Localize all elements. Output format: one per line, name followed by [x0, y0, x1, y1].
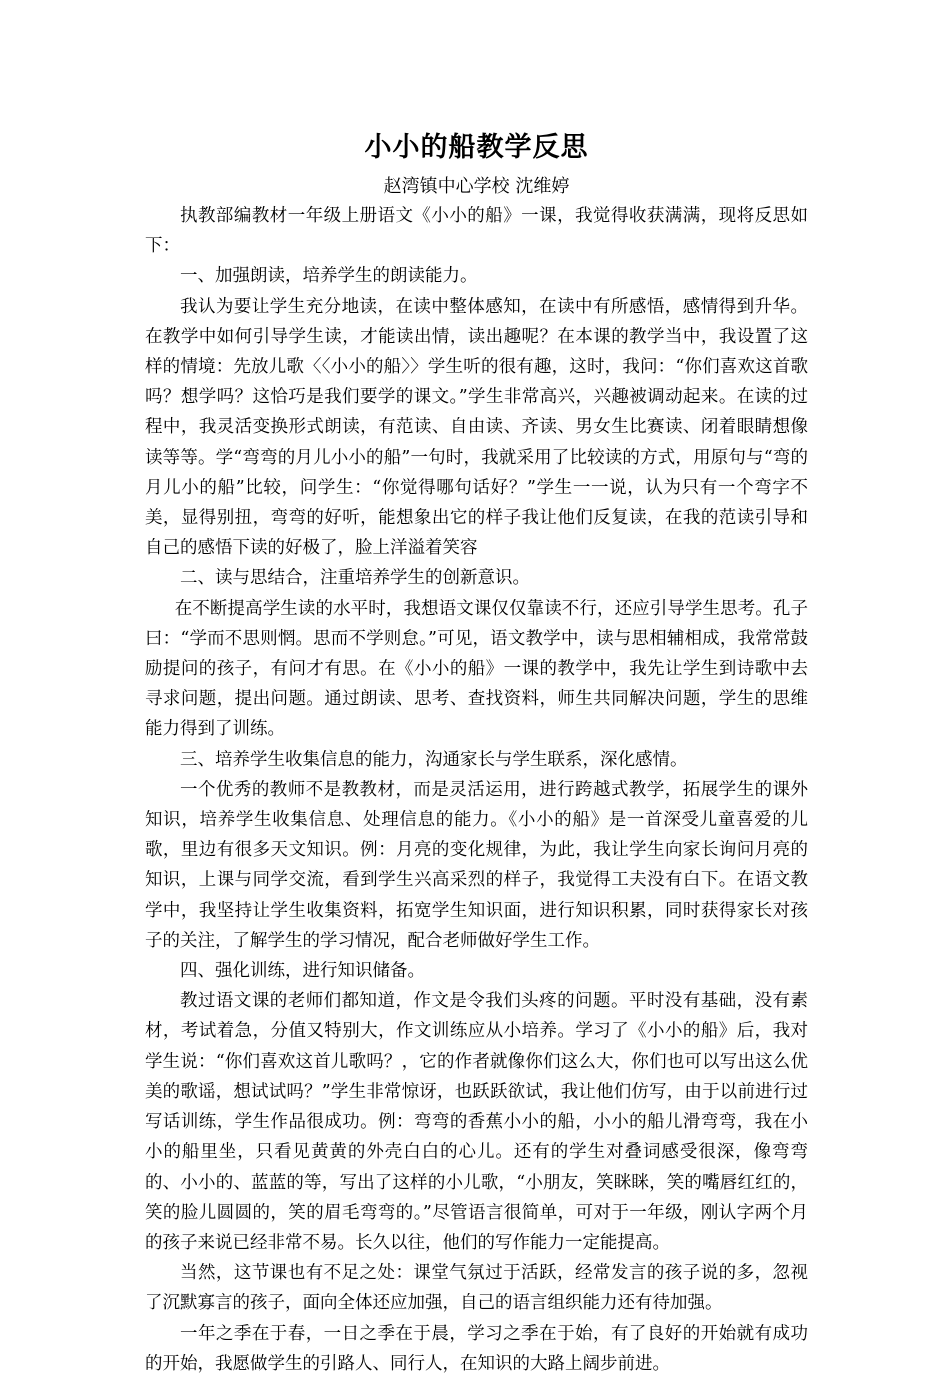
- shortcomings-paragraph: 当然，这节课也有不足之处：课堂气氛过于活跃，经常发言的孩子说的多，忽视了沉默寡言的孩子，面向全体还应加强，自己的语言组织能力还有待加强。: [145, 1263, 808, 1314]
- document-author: 赵湾镇中心学校 沈维婷: [383, 176, 570, 197]
- document-page: [145, 128, 808, 1379]
- document-title: 小小的船教学反思: [364, 132, 589, 163]
- closing-paragraph: 一年之季在于春，一日之季在于晨，学习之季在于始，有了良好的开始就有成功的开始，我愿做学生的引路人、同行人，在知识的大路上阔步前进。: [145, 1323, 808, 1374]
- section-heading-2: 二、读与思结合，注重培养学生的创新意识。: [180, 568, 530, 589]
- section-4-body: 教过语文课的老师们都知道，作文是令我们头疼的问题。平时没有基础，没有素材，考试着急，分值又特别大，作文训练应从小培养。学习了《小小的船》后，我对学生说：“你们喜欢这首儿歌吗？，它的作者就像你们这么大，你们也可以写出这么优美的歌谣，想试试吗？”学生非常惊讶，也跃跃欲试，我让他们仿写，由于以前进行过写话训练，学生作品很成功。例：弯弯的香蕉小小的船，小小的船儿滑弯弯，我在小小的船里坐，只看见黄黄的外壳白白的心儿。还有的学生对叠词感受很深，像弯弯的、小小的、蓝蓝的等，写出了这样的小儿歌，“小朋友，笑眯眯，笑的嘴唇红红的，笑的脸儿圆圆的，笑的眉毛弯弯的。”尽管语言很简单，可对于一年级，刚认字两个月的孩子来说已经非常不易。长久以往，他们的写作能力一定能提高。: [145, 991, 808, 1253]
- section-heading-3: 三、培养学生收集信息的能力，沟通家长与学生联系，深化感情。: [180, 749, 688, 770]
- section-3-body: 一个优秀的教师不是教教材，而是灵活运用，进行跨越式教学，拓展学生的课外知识，培养学生收集信息、处理信息的能力。《小小的船》是一首深受儿童喜爱的儿歌，里边有很多天文知识。例：月亮的变化规律，为此，我让学生向家长询问月亮的知识，上课与同学交流，看到学生兴高采烈的样子，我觉得工夫没有白下。在语文教学中，我坚持让学生收集资料，拓宽学生知识面，进行知识积累，同时获得家长对孩子的关注，了解学生的学习情况，配合老师做好学生工作。: [145, 779, 808, 951]
- section-heading-4: 四、强化训练，进行知识储备。: [180, 961, 425, 982]
- section-heading-1: 一、加强朗读，培养学生的朗读能力。: [180, 266, 478, 287]
- section-1-body: 我认为要让学生充分地读，在读中整体感知，在读中有所感悟，感情得到升华。在教学中如何引导学生读，才能读出情，读出趣呢？在本课的教学当中，我设置了这样的情境：先放儿歌〈〈小小的船〉〉学生听的很有趣，这时，我问：“你们喜欢这首歌吗？想学吗？这恰巧是我们要学的课文。”学生非常高兴，兴趣被调动起来。在读的过程中，我灵活变换形式朗读，有范读、自由读、齐读、男女生比赛读、闭着眼睛想像读等等。学“弯弯的月儿小小的船”一句时，我就采用了比较读的方式，用原句与“弯的月儿小的船”比较，问学生：“你觉得哪句话好？”学生一一说，认为只有一个弯字不美，显得别扭，弯弯的好听，能想象出它的样子我让他们反复读，在我的范读引导和自己的感悟下读的好极了，脸上洋溢着笑容: [145, 296, 808, 559]
- section-2-body: 在不断提高学生读的水平时，我想语文课仅仅靠读不行，还应引导学生思考。孔子曰：“学而不思则惘。思而不学则怠。”可见，语文教学中，读与思相辅相成，我常常鼓励提问的孩子，有问才有思。在《小小的船》一课的教学中，我先让学生到诗歌中去寻求问题，提出问题。通过朗读、思考、查找资料，师生共同解决问题，学生的思维能力得到了训练。: [145, 598, 808, 740]
- intro-paragraph: 执教部编教材一年级上册语文《小小的船》一课，我觉得收获满满，现将反思如下：: [145, 206, 808, 257]
